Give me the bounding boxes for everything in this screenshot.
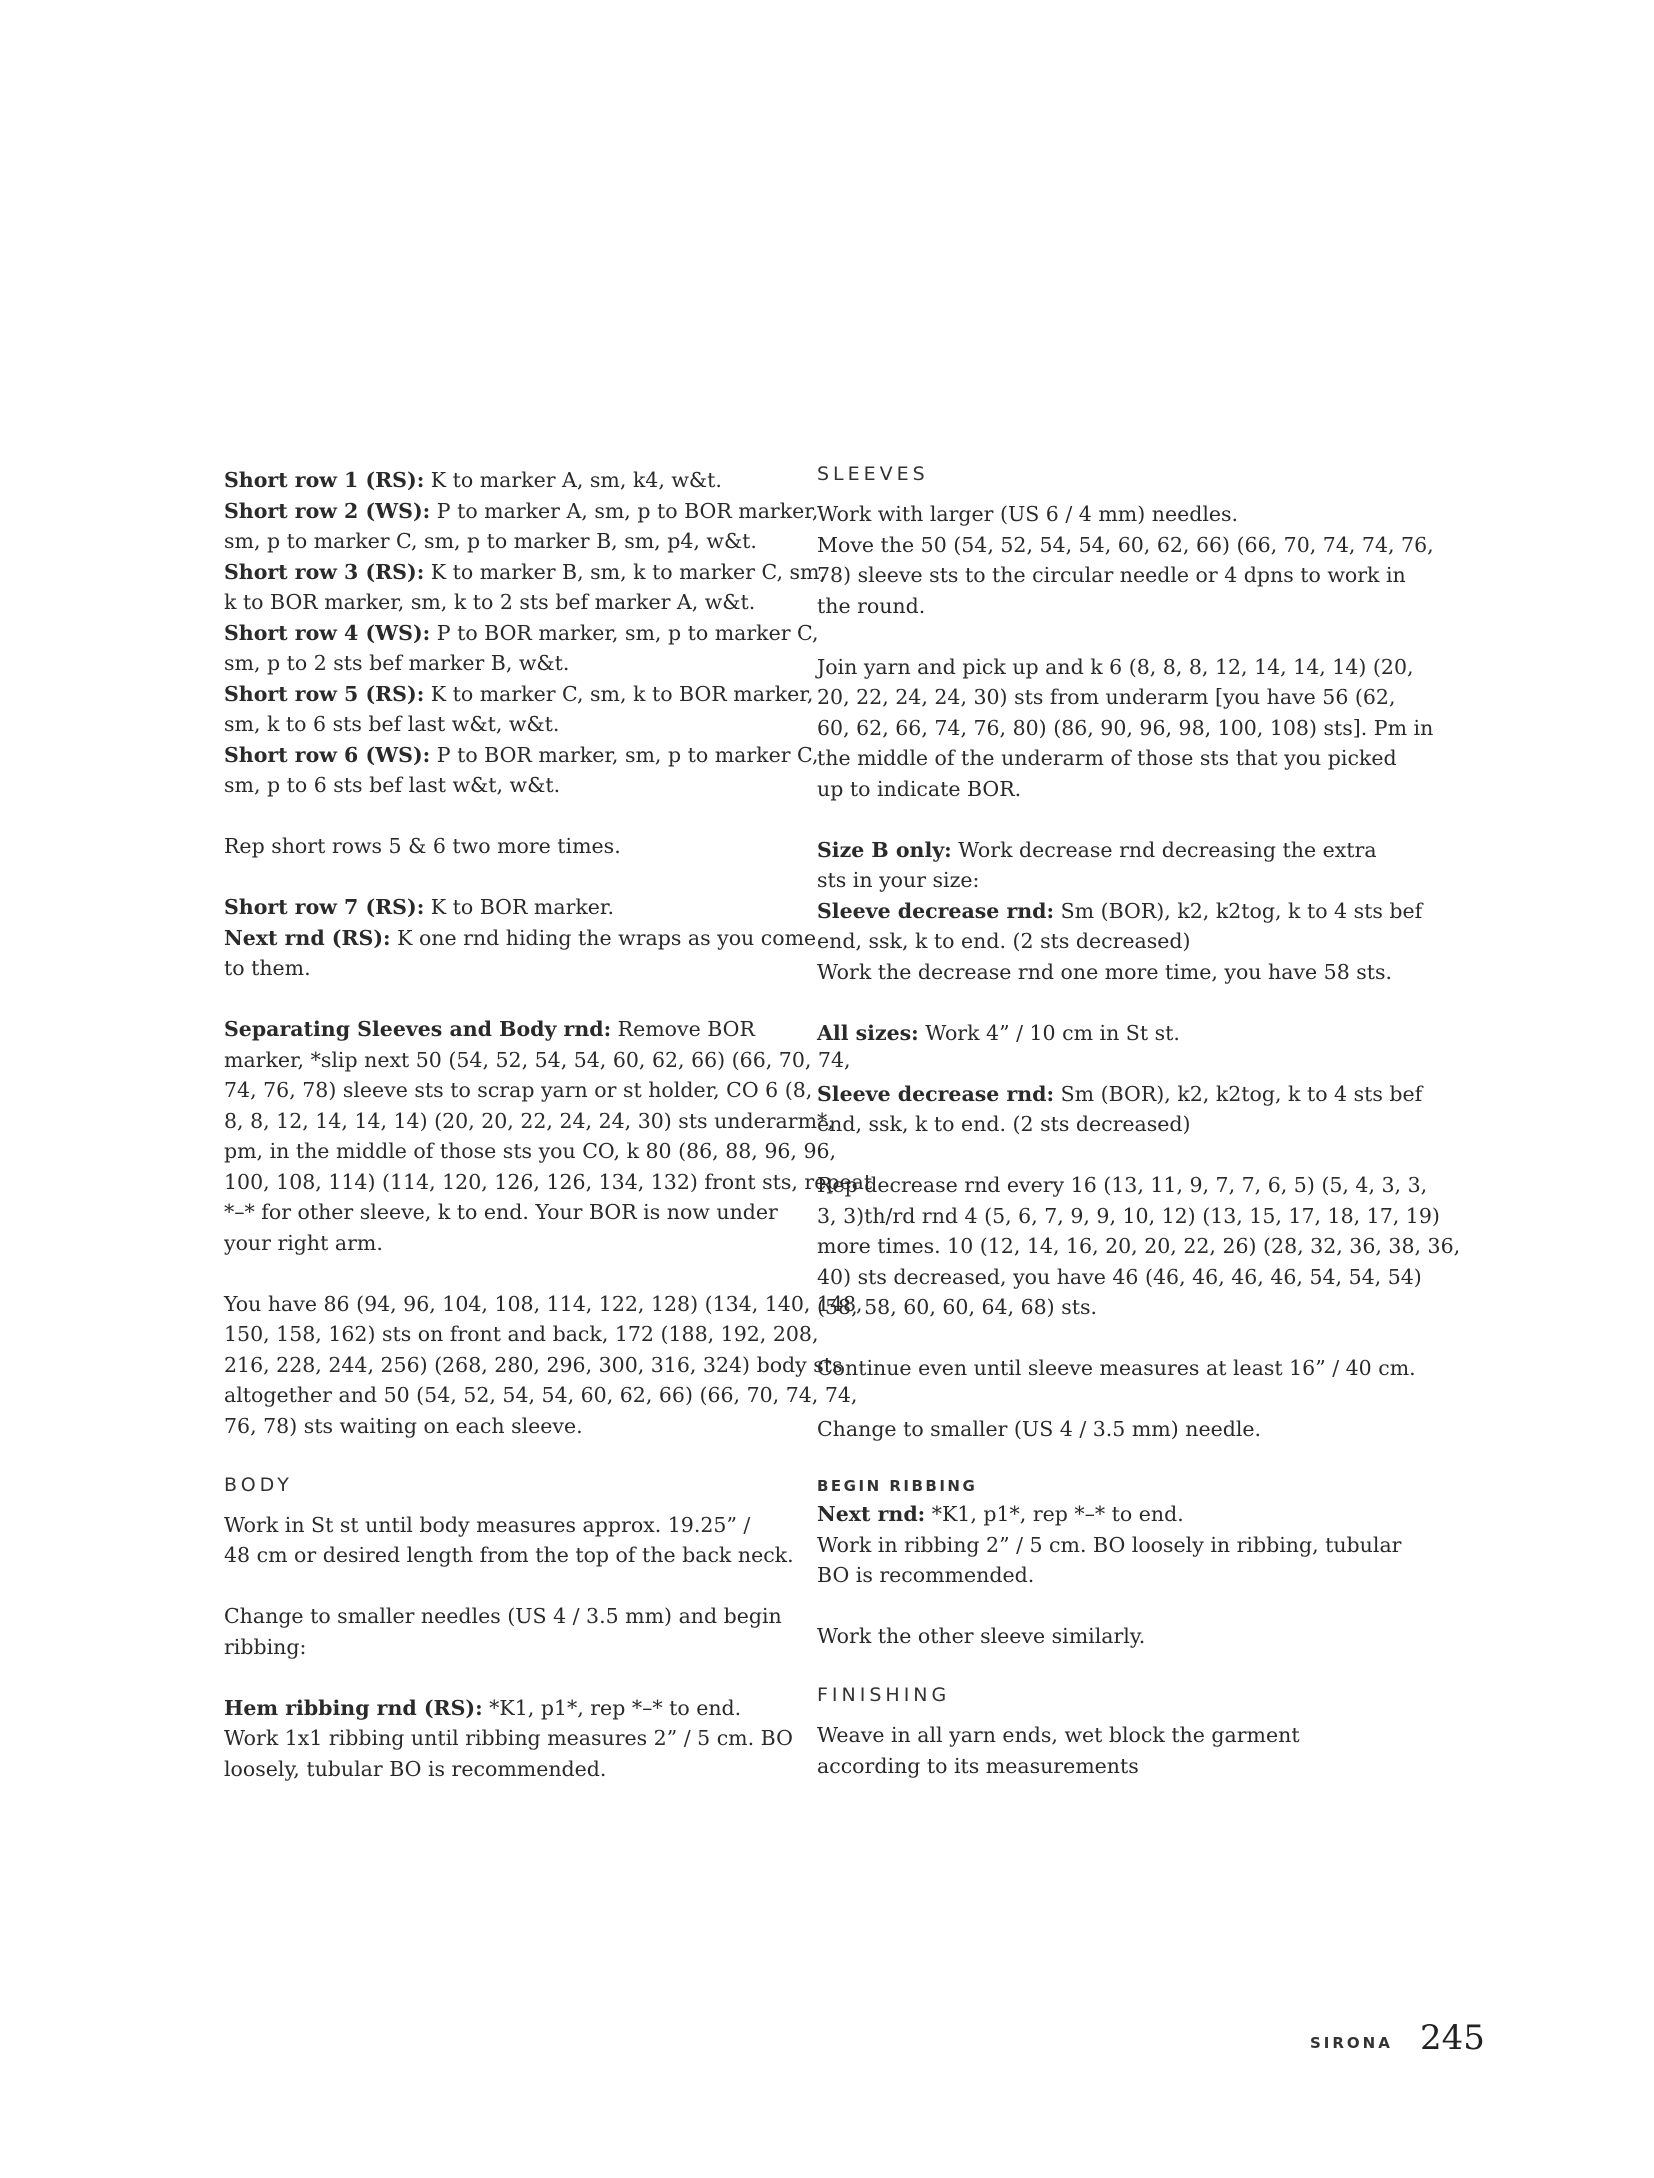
text-line (224, 953, 784, 984)
text-run: sm, p to marker C, sm, p to marker B, sm, p4, w&t. (224, 529, 757, 553)
text-run: altogether and 50 (54, 52, 54, 54, 60, 62, 66) (66, 70, 74, 74, (224, 1383, 858, 1407)
body-change-needles-paragraph (224, 1601, 784, 1662)
finishing-heading: FINISHING (817, 1684, 951, 1706)
text-run: Continue even until sleeve measures at least 16” / 40 cm. (817, 1356, 1416, 1380)
text-line (224, 892, 784, 923)
text-run: k to BOR marker, sm, k to 2 sts bef marker A, w&t. (224, 590, 756, 614)
text-run: Move the 50 (54, 52, 54, 54, 60, 62, 66) (66, 70, 74, 74, 76, (817, 532, 1434, 557)
text-line (817, 530, 1434, 561)
text-run: 3, 3)th/rd rnd 4 (5, 6, 7, 9, 9, 10, 12) (13, 15, 17, 18, 17, 19) (817, 1203, 1440, 1228)
text-line (817, 1170, 1428, 1201)
bold-label: Next rnd: (817, 1502, 926, 1526)
text-line (224, 465, 784, 496)
short-row-7-block (224, 892, 817, 984)
bold-label: Separating Sleeves and Body rnd: (224, 1017, 612, 1041)
short-rows-block (224, 465, 826, 801)
text-run: P to BOR marker, sm, p to marker C, (430, 742, 819, 767)
text-line (817, 1560, 1382, 1591)
hem-ribbing-paragraph (224, 1693, 793, 1785)
bold-label: Short row 1 (RS): (224, 468, 425, 492)
text-run: Work the decrease rnd one more time, you have 58 sts. (817, 959, 1393, 984)
text-line (224, 740, 819, 771)
text-line (817, 1109, 1382, 1140)
text-run: Change to smaller (US 4 / 3.5 mm) needle. (817, 1417, 1262, 1441)
text-line (224, 1693, 784, 1724)
text-run: 40) sts decreased, you have 46 (46, 46, 46, 46, 54, 54, 54) (817, 1264, 1422, 1289)
text-line (817, 1231, 1461, 1262)
text-run: Join yarn and pick up and k 6 (8, 8, 8, 12, 14, 14, 14) (20, (817, 654, 1414, 679)
text-run: the middle of the underarm of those sts that you picked (817, 746, 1397, 770)
text-run: end, ssk, k to end. (2 sts decreased) (817, 929, 1191, 953)
text-line (817, 1353, 1416, 1384)
text-run: loosely, tubular BO is recommended. (224, 1756, 607, 1781)
text-run: 60, 62, 66, 74, 76, 80) (86, 90, 96, 98, 100, 108) sts]. Pm in (817, 715, 1434, 740)
continue-even-paragraph (817, 1353, 1416, 1384)
text-line (224, 770, 784, 801)
bold-label: Short row 2 (WS): (224, 498, 431, 523)
text-run: 74, 76, 78) sleeve sts to scrap yarn or st holder, CO 6 (8, (224, 1078, 813, 1102)
text-run: according to its measurements (817, 1753, 1139, 1778)
text-line (817, 1499, 1382, 1530)
text-line (817, 1079, 1423, 1110)
text-line (817, 835, 1382, 866)
sleeves-heading: SLEEVES (817, 463, 929, 485)
text-line (224, 1510, 784, 1541)
text-run: Sm (BOR), k2, k2tog, k to 4 sts bef (1054, 1081, 1423, 1106)
text-line (224, 1380, 858, 1411)
text-run: end, ssk, k to end. (2 sts decreased) (817, 1112, 1191, 1136)
brand-name: SIRONA (1310, 2034, 1393, 2052)
text-line (224, 923, 817, 954)
text-line (224, 648, 784, 679)
text-line (224, 1754, 784, 1785)
text-line (817, 896, 1423, 927)
text-run: *K1, p1*, rep *–* to end. (482, 1695, 742, 1720)
bold-label: Sleeve decrease rnd: (817, 898, 1055, 923)
begin-ribbing-heading: BEGIN RIBBING (817, 1477, 978, 1495)
bold-label: All sizes: (817, 1020, 919, 1045)
text-run: 20, 22, 24, 24, 30) sts from underarm [you have 56 (62, (817, 685, 1396, 709)
text-run: sts in your size: (817, 868, 980, 892)
text-line (224, 1350, 843, 1381)
text-run: K to marker B, sm, k to marker C, sm, (424, 559, 826, 584)
text-run: *–* for other sleeve, k to end. Your BOR is now under (224, 1200, 778, 1224)
text-line (817, 1751, 1382, 1782)
text-run: 150, 158, 162) sts on front and back, 172 (188, 192, 208, (224, 1322, 819, 1346)
text-line (224, 1014, 784, 1045)
bold-label: Short row 4 (WS): (224, 620, 431, 645)
change-smaller-needle-paragraph (817, 1414, 1382, 1445)
text-line (224, 1075, 813, 1106)
text-line (817, 1201, 1440, 1232)
text-run: Work the other sleeve similarly. (817, 1624, 1146, 1648)
size-b-paragraph (817, 835, 1423, 988)
text-run: the round. (817, 593, 926, 618)
text-run: *K1, p1*, rep *–* to end. (925, 1502, 1184, 1526)
text-run: your right arm. (224, 1230, 383, 1255)
right-column (817, 461, 1461, 1812)
text-line (817, 1292, 1382, 1323)
text-line (817, 591, 1382, 622)
text-run: You have 86 (94, 96, 104, 108, 114, 122, 128) (134, 140, 148, (224, 1291, 863, 1316)
text-run: K one rnd hiding the wraps as you come (390, 925, 817, 950)
text-line (224, 1197, 784, 1228)
text-line (224, 1540, 794, 1571)
begin-ribbing-paragraph (817, 1499, 1402, 1591)
text-run: sm, p to 6 sts bef last w&t, w&t. (224, 773, 561, 797)
text-line (224, 526, 784, 557)
text-run: Sm (BOR), k2, k2tog, k to 4 sts bef (1054, 898, 1423, 923)
text-line (224, 1411, 784, 1442)
text-run: P to BOR marker, sm, p to marker C, (430, 620, 819, 645)
bold-label: Short row 3 (RS): (224, 559, 425, 584)
text-line (817, 743, 1397, 774)
text-line (817, 1530, 1402, 1561)
text-line (817, 713, 1434, 744)
text-run: Weave in all yarn ends, wet block the garment (817, 1723, 1300, 1747)
text-run: 78) sleeve sts to the circular needle or 4 dpns to work in (817, 563, 1406, 587)
all-sizes-paragraph (817, 1018, 1382, 1049)
text-run: Remove BOR (611, 1017, 755, 1041)
text-line (817, 926, 1382, 957)
bold-label: Sleeve decrease rnd: (817, 1081, 1055, 1106)
text-line (817, 1018, 1382, 1049)
text-line (817, 865, 1382, 896)
text-run: marker, *slip next 50 (54, 52, 54, 54, 60, 62, 66) (66, 70, 74, (224, 1047, 851, 1072)
text-line (817, 560, 1406, 591)
text-line (817, 652, 1414, 683)
text-run: Work with larger (US 6 / 4 mm) needles. (817, 502, 1239, 526)
text-line (224, 1106, 834, 1137)
text-run: up to indicate BOR. (817, 776, 1022, 801)
rep-short-rows-paragraph (224, 831, 784, 862)
bold-label: Short row 5 (RS): (224, 681, 425, 706)
text-line (817, 1414, 1382, 1445)
text-run: 48 cm or desired length from the top of the back neck. (224, 1543, 794, 1567)
text-run: more times. 10 (12, 14, 16, 20, 20, 22, 26) (28, 32, 36, 38, 36, (817, 1234, 1461, 1258)
text-run: 100, 108, 114) (114, 120, 126, 126, 134, 132) front sts, repeat (224, 1169, 873, 1194)
text-run: Rep short rows 5 & 6 two more times. (224, 834, 621, 858)
sleeve-decrease-paragraph (817, 1079, 1423, 1140)
text-run: Work decrease rnd decreasing the extra (951, 837, 1377, 862)
text-run: P to marker A, sm, p to BOR marker, (430, 498, 819, 523)
text-line (224, 618, 819, 649)
text-line (224, 1228, 784, 1259)
text-run: Work 4” / 10 cm in St st. (918, 1020, 1180, 1045)
bold-label: Size B only: (817, 837, 952, 862)
body-heading: BODY (224, 1473, 293, 1496)
text-line (224, 1319, 819, 1350)
text-line (224, 1289, 863, 1320)
text-run: to them. (224, 956, 311, 980)
text-line (224, 1723, 793, 1754)
text-run: pm, in the middle of those sts you CO, k 80 (86, 88, 96, 96, (224, 1139, 837, 1163)
stitch-count-paragraph (224, 1289, 863, 1442)
text-run: 76, 78) sts waiting on each sleeve. (224, 1413, 583, 1438)
join-yarn-paragraph (817, 652, 1434, 805)
body-work-paragraph (224, 1510, 794, 1571)
bold-label: Next rnd (RS): (224, 925, 391, 950)
text-line (224, 679, 814, 710)
text-line (817, 682, 1396, 713)
page-footer (1310, 2018, 1485, 2062)
text-run: K to BOR marker. (424, 895, 614, 919)
text-line (224, 557, 826, 588)
text-line (224, 496, 819, 527)
text-line (224, 831, 784, 862)
text-run: BO is recommended. (817, 1563, 1035, 1587)
text-line (817, 1720, 1382, 1751)
text-run: K to marker C, sm, k to BOR marker, (424, 681, 814, 706)
text-run: Work in St st until body measures approx. 19.25” / (224, 1512, 751, 1537)
text-line (224, 587, 784, 618)
text-run: (58, 58, 60, 60, 64, 68) sts. (817, 1295, 1097, 1319)
other-sleeve-paragraph (817, 1621, 1382, 1652)
text-run: Work in ribbing 2” / 5 cm. BO loosely in ribbing, tubular (817, 1532, 1402, 1557)
text-run: ribbing: (224, 1634, 307, 1659)
text-line (224, 1136, 837, 1167)
text-run: K to marker A, sm, k4, w&t. (424, 468, 722, 492)
text-run: sm, k to 6 sts bef last w&t, w&t. (224, 712, 560, 736)
text-line (817, 499, 1382, 530)
text-run: Work 1x1 ribbing until ribbing measures 2” / 5 cm. BO (224, 1726, 793, 1750)
text-run: 216, 228, 244, 256) (268, 280, 296, 300, 316, 324) body sts (224, 1352, 843, 1377)
text-line (224, 1601, 784, 1632)
text-run: sm, p to 2 sts bef marker B, w&t. (224, 651, 570, 675)
text-line (224, 709, 784, 740)
repeat-decrease-paragraph (817, 1170, 1461, 1323)
text-line (224, 1167, 873, 1198)
text-line (817, 957, 1393, 988)
bold-label: Short row 7 (RS): (224, 895, 425, 919)
bold-label: Hem ribbing rnd (RS): (224, 1695, 483, 1720)
text-line (224, 1045, 851, 1076)
finishing-paragraph (817, 1720, 1382, 1781)
text-line (224, 1632, 784, 1663)
text-run: Rep decrease rnd every 16 (13, 11, 9, 7, 7, 6, 5) (5, 4, 3, 3, (817, 1173, 1428, 1197)
text-line (817, 774, 1382, 805)
text-run: Change to smaller needles (US 4 / 3.5 mm) and begin (224, 1604, 782, 1628)
sleeves-intro-paragraph (817, 499, 1434, 621)
text-line (817, 1621, 1382, 1652)
bold-label: Short row 6 (WS): (224, 742, 431, 767)
text-line (817, 1262, 1422, 1293)
page-number: 245 (1420, 2018, 1485, 2058)
text-run: 8, 8, 12, 14, 14, 14) (20, 20, 22, 24, 24, 30) sts underarm*, (224, 1108, 834, 1133)
